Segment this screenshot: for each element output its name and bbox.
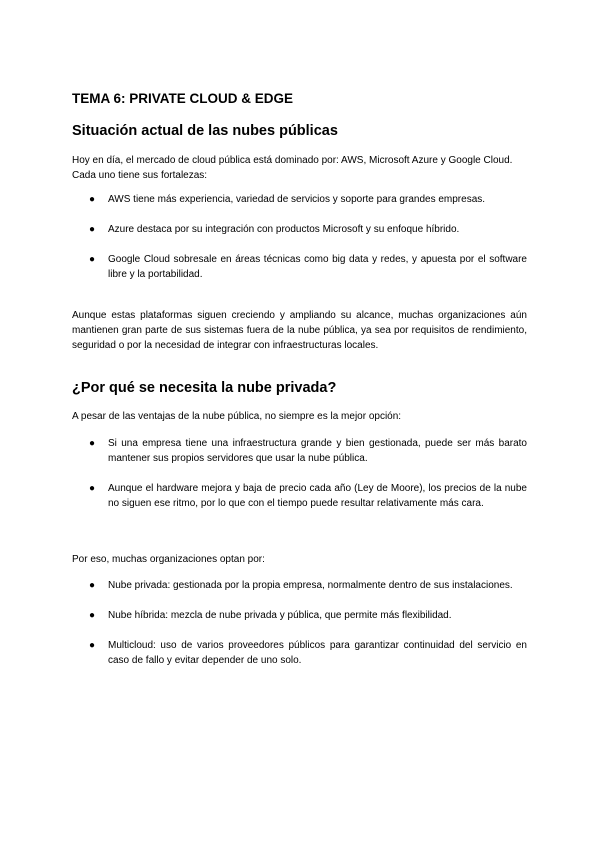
list-item (72, 222, 527, 237)
list-item-text: Nube privada: gestionada por la propia empresa, normalmente dentro de sus instalaciones. (108, 580, 513, 591)
paragraph-options-intro: Por eso, muchas organizaciones optan por: (72, 554, 265, 565)
list-item-text: Google Cloud sobresale en áreas técnicas como big data y redes, y apuesta por el software libre y la portabilidad. (108, 254, 527, 280)
page-title: TEMA 6: PRIVATE CLOUD & EDGE (72, 91, 294, 106)
paragraph-public-cloud-closing: Aunque estas plataformas siguen creciendo y ampliando su alcance, muchas organizaciones aún mantienen gran parte de sus sistemas fuera de la nube pública, ya sea por requisitos de rendimiento, seguridad o por la necesidad de integrar con infraestructuras locales. (72, 310, 527, 351)
section-heading-public-clouds: Situación actual de las nubes públicas (72, 123, 338, 139)
bullet-list-cloud-options (72, 578, 527, 668)
bullet-icon: ● (89, 640, 96, 651)
bullet-icon: ● (89, 438, 96, 449)
paragraph-public-cloud-intro: Hoy en día, el mercado de cloud pública está dominado por: AWS, Microsoft Azure y Google Cloud. Cada uno tiene sus fortalezas: (72, 155, 513, 181)
section-heading-private-cloud: ¿Por qué se necesita la nube privada? (72, 380, 337, 396)
list-item-text: Azure destaca por su integración con productos Microsoft y su enfoque híbrido. (108, 224, 460, 235)
bullet-icon: ● (89, 254, 96, 265)
bullet-icon: ● (89, 483, 96, 494)
list-item (72, 481, 527, 511)
list-item-text: Multicloud: uso de varios proveedores públicos para garantizar continuidad del servicio en caso de fallo y evitar depender de uno solo. (108, 640, 527, 666)
bullet-list-provider-strengths (72, 192, 527, 282)
list-item-text: Aunque el hardware mejora y baja de precio cada año (Ley de Moore), los precios de la nube no siguen ese ritmo, por lo que con el tiempo puede resultar relativamente más cara. (108, 483, 527, 509)
paragraph-private-cloud-intro: A pesar de las ventajas de la nube pública, no siempre es la mejor opción: (72, 411, 402, 422)
bullet-list-private-cloud-reasons (72, 436, 527, 511)
bullet-icon: ● (89, 194, 96, 205)
list-item (72, 578, 527, 593)
list-item-text: Nube híbrida: mezcla de nube privada y pública, que permite más flexibilidad. (108, 610, 452, 621)
list-item (72, 192, 527, 207)
bullet-icon: ● (89, 610, 96, 621)
list-item-text: AWS tiene más experiencia, variedad de servicios y soporte para grandes empresas. (108, 194, 486, 205)
list-item (72, 638, 527, 668)
list-item (72, 252, 527, 282)
list-item (72, 436, 527, 466)
bullet-icon: ● (89, 224, 96, 235)
list-item (72, 608, 527, 623)
bullet-icon: ● (89, 580, 96, 591)
list-item-text: Si una empresa tiene una infraestructura grande y bien gestionada, puede ser más barato mantener sus propios servidores que usar la nube pública. (108, 438, 527, 464)
